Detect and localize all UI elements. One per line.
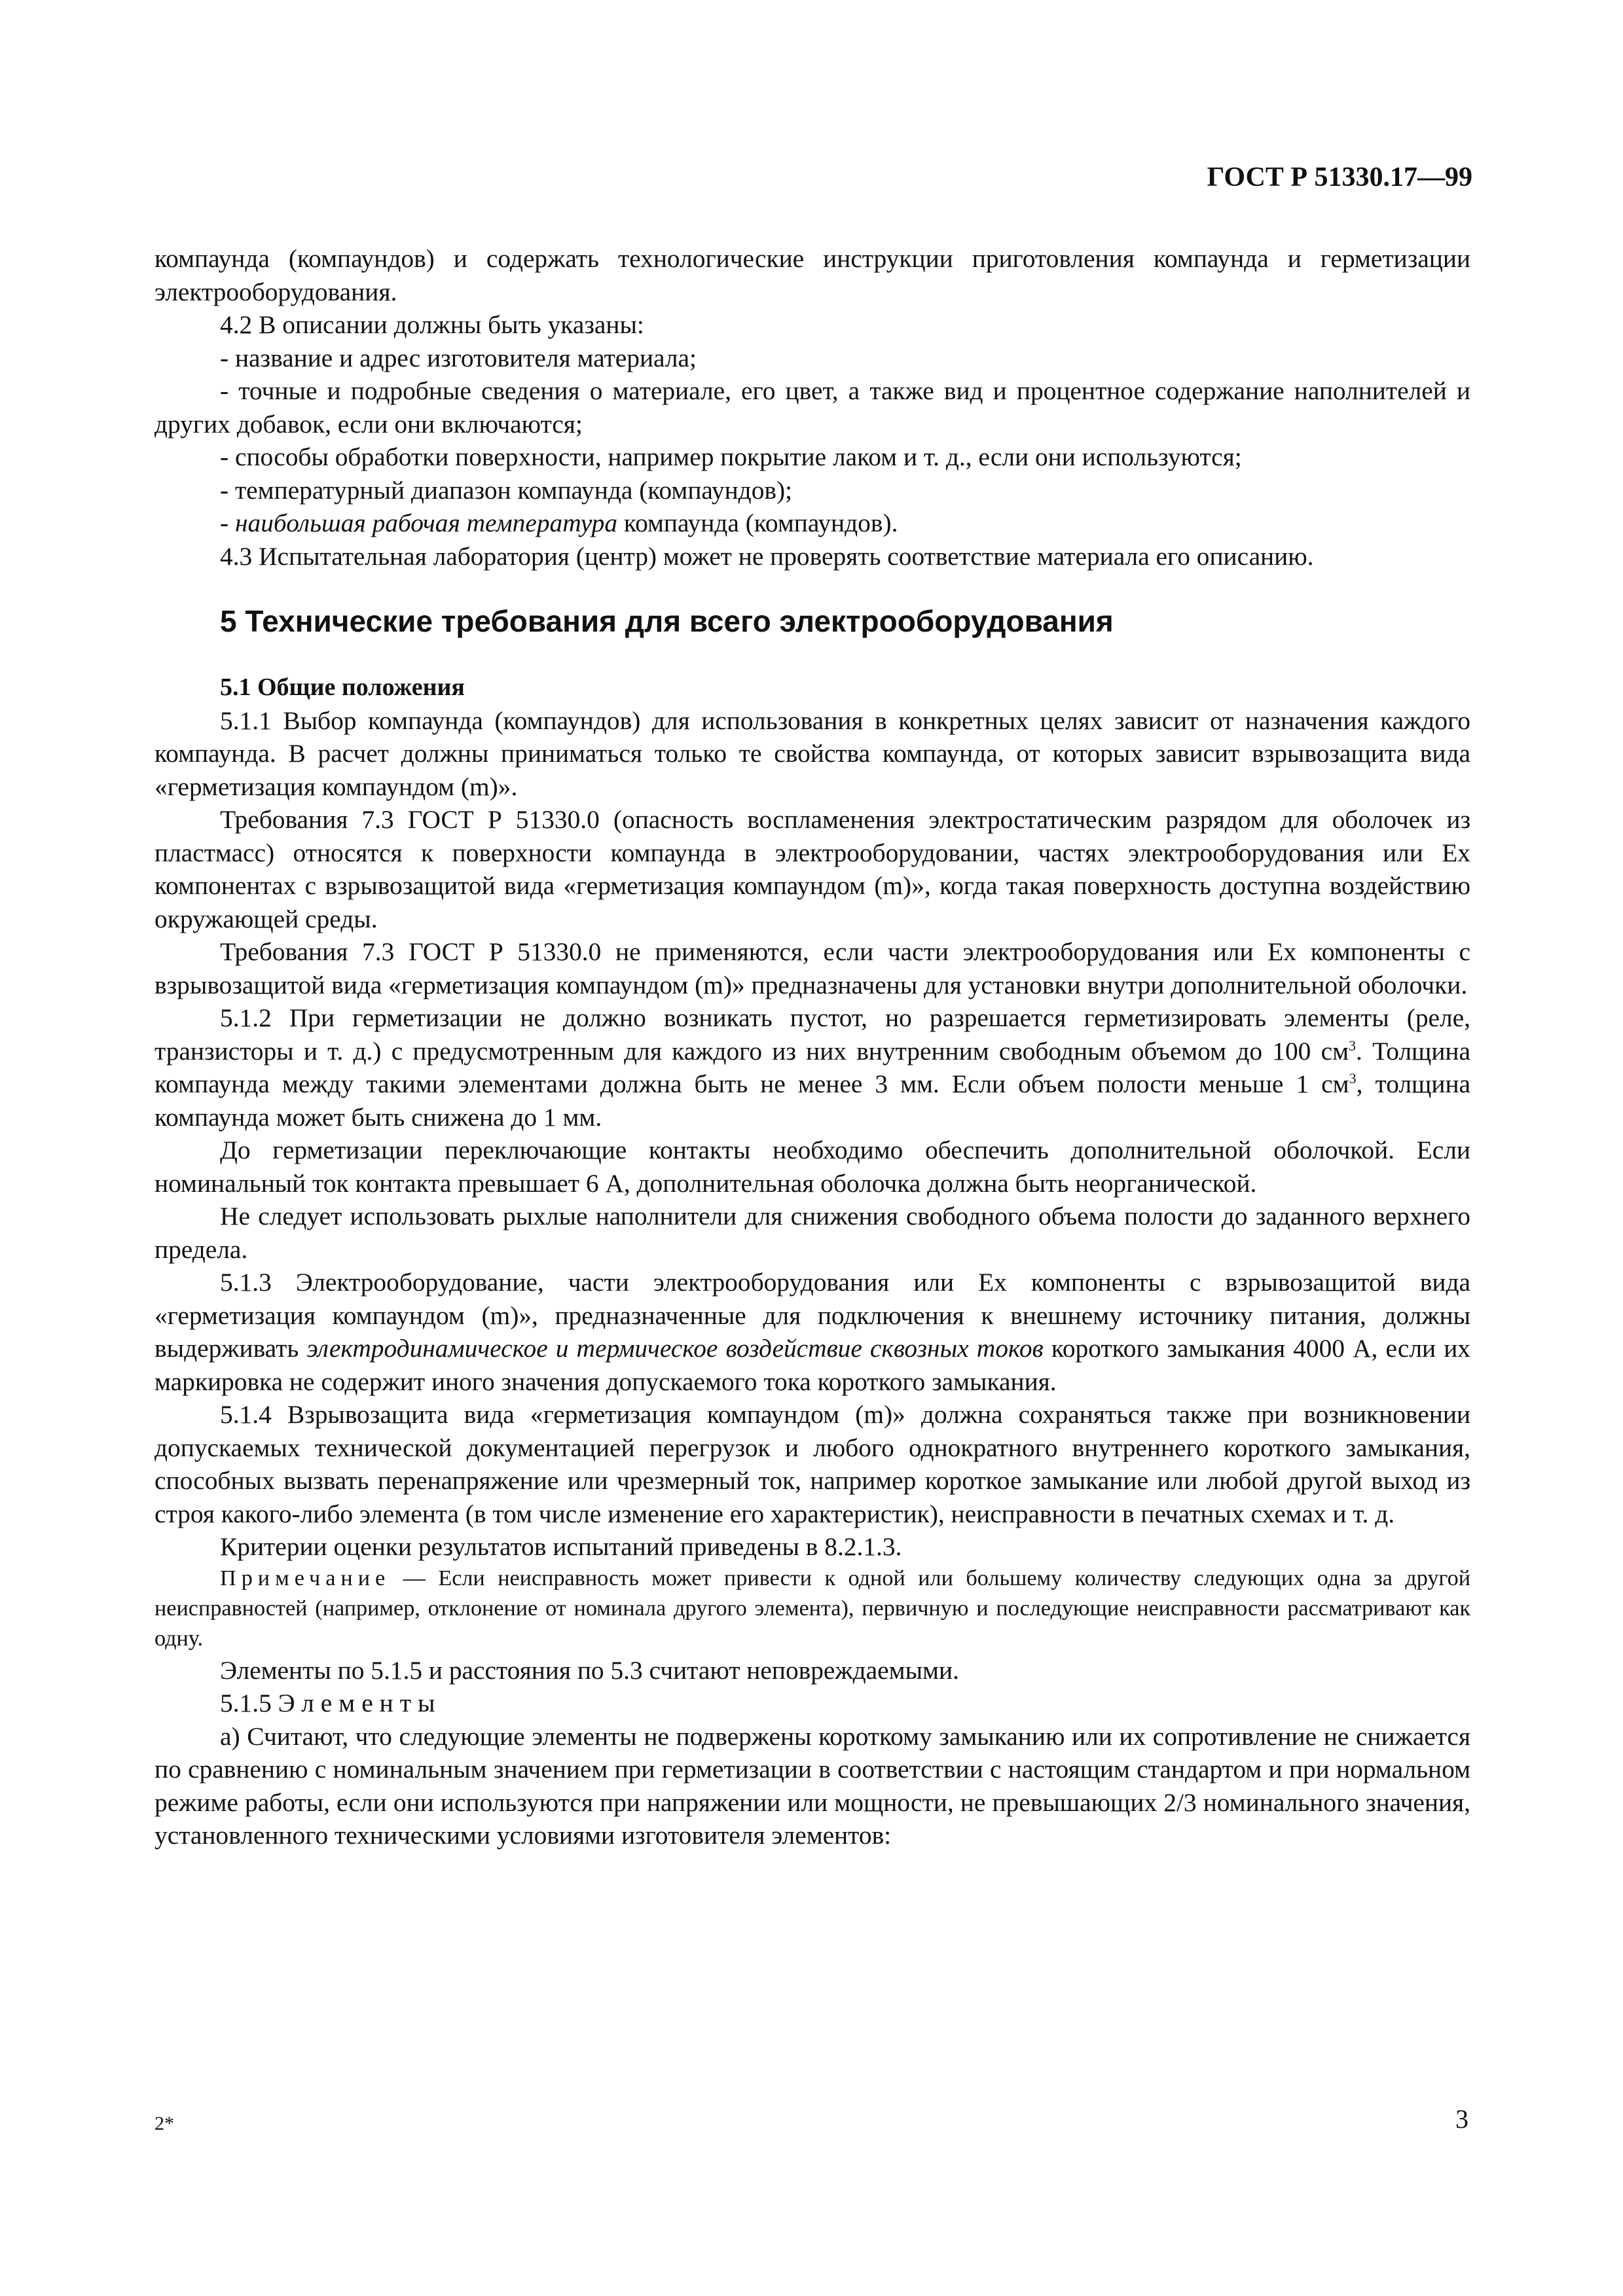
clause-number: 5.1.5 (220, 1689, 278, 1717)
paragraph-undamageable-elements: Элементы по 5.1.5 и расстояния по 5.3 считают неповреждаемыми. (220, 1655, 959, 1685)
paragraph-5-1-1: 5.1.1 Выбор компаунда (компаундов) для использования в конкретных целях зависит от назначения каждого компаунда. В расчет должны приниматься только те свойства компаунда, от которых зависит взрывозащита вида «герметизация компаундом (m)». (155, 706, 1470, 801)
paragraph-5-1-5-a: а) Считают, что следующие элементы не подвержены короткому замыканию или их сопротивление не снижается по сравнению с номинальным значением при герметизации в соответствии с настоящим стандартом и при нормальном режиме работы, если они используются при напряжении или мощности, не превышающих 2/3 номинального значения, установленного техническими условиями изготовителя элементов: (155, 1721, 1470, 1850)
text-fragment: короткого замыкания 4000 А, если их маркировка не содержит иного значения допускаемого тока короткого замыкания. (155, 1334, 1470, 1396)
paragraph-requirements-7-3-a: Требования 7.3 ГОСТ Р 51330.0 (опасность воспламенения электростатическим разрядом для оболочек из пластмасс) относятся к поверхности компаунда в электрооборудовании, частях электрооборудования или Ex компонентах с взрывозащитой вида «герметизация компаундом (m)», когда такая поверхность доступна воздействию окружающей среды. (155, 805, 1470, 933)
paragraph-requirements-7-3-b: Требования 7.3 ГОСТ Р 51330.0 не применяются, если части электрооборудования или Ex компоненты с взрывозащитой вида «герметизация компаундом (m)» предназначены для установки внутри дополнительной оболочки. (155, 937, 1470, 999)
italic-term: наибольшая рабочая температура (234, 509, 618, 537)
page-number: 3 (1455, 2104, 1468, 2134)
text-fragment: компаунда (компаундов). (617, 509, 898, 537)
page-content (155, 242, 1470, 1852)
document-id-header: ГОСТ Р 51330.17—99 (1207, 162, 1472, 192)
subsection-5-1-heading: 5.1 Общие положения (220, 673, 465, 701)
note-block (155, 1564, 1470, 1654)
paragraph-5-1-3 (155, 1266, 1470, 1398)
italic-term: электродинамическое и термическое воздействие сквозных токов (306, 1334, 1044, 1363)
paragraph-4-3: 4.3 Испытательная лаборатория (центр) может не проверять соответствие материала его описанию. (220, 541, 1314, 571)
list-item-material-details: - точные и подробные сведения о материале, его цвет, а также вид и процентное содержание наполнителей и других добавок, если они включаются; (155, 376, 1470, 439)
list-item-max-temperature (155, 507, 1470, 540)
text-fragment: , толщина компаунда может быть снижена до 1 мм. (155, 1069, 1471, 1132)
clause-title: Элементы (278, 1689, 442, 1717)
superscript: 3 (1349, 1037, 1357, 1054)
note-text: — Если неисправность может привести к одной или большему количеству следующих одна за другой неисправностей (например, отклонение от номинала другого элемента), первичную и последующие неисправности рассматривают как одну. (155, 1566, 1470, 1651)
section-5-heading: 5 Технические требования для всего электрооборудования (220, 604, 1114, 638)
paragraph-switching-contacts: До герметизации переключающие контакты необходимо обеспечить дополнительной оболочкой. Если номинальный ток контакта превышает 6 А, дополнительная оболочка должна быть неорганической. (155, 1136, 1470, 1198)
text-fragment: . Толщина компаунда между такими элементами должна быть не менее 3 мм. Если объем полости меньше 1 см (155, 1036, 1470, 1098)
paragraph-5-1-2 (155, 1001, 1470, 1134)
text-fragment: 5.1.3 Электрооборудование, части электрооборудования или Ex компоненты с взрывозащитой вида «герметизация компаундом (m)», предназначенные для подключения к внешнему источнику питания, должны выдерживать (155, 1268, 1470, 1363)
paragraph-4-2: 4.2 В описании должны быть указаны: (220, 310, 644, 339)
paragraph-5-1-4: 5.1.4 Взрывозащита вида «герметизация компаундом (m)» должна сохраняться также при возникновении допускаемых технической документацией перегрузок и любого однократного внутреннего короткого замыкания, способных вызвать перенапряжение или чрезмерный ток, например короткое замыкание или любой другой выход из строя какого-либо элемента (в том числе изменение его характеристик), неисправности в печатных схемах и т. д. (155, 1400, 1470, 1528)
list-dash: - (220, 509, 235, 537)
list-item-temperature-range: - температурный диапазон компаунда (компаундов); (220, 475, 793, 505)
paragraph-continuation: компаунда (компаундов) и содержать технологические инструкции приготовления компаунда и герметизации электрооборудования. (155, 244, 1470, 306)
paragraph-evaluation-criteria: Критерии оценки результатов испытаний приведены в 8.2.1.3. (220, 1532, 902, 1561)
superscript: 3 (1349, 1069, 1357, 1086)
list-item-manufacturer: - название и адрес изготовителя материала; (220, 343, 697, 372)
text-fragment: 5.1.2 При герметизации не должно возникать пустот, но разрешается герметизировать элементы (реле, транзисторы и т. д.) с предусмотренным для каждого из них внутренним свободным объемом до 100 см (155, 1003, 1470, 1066)
footer-sheet-mark: 2* (155, 2113, 174, 2134)
paragraph-loose-fillers: Не следует использовать рыхлые наполнители для снижения свободного объема полости до заданного верхнего предела. (155, 1202, 1470, 1264)
paragraph-5-1-5-heading (155, 1687, 1470, 1720)
list-item-surface-treatment: - способы обработки поверхности, например покрытие лаком и т. д., если они используются; (220, 442, 1242, 471)
note-label: Примечание (220, 1566, 391, 1590)
